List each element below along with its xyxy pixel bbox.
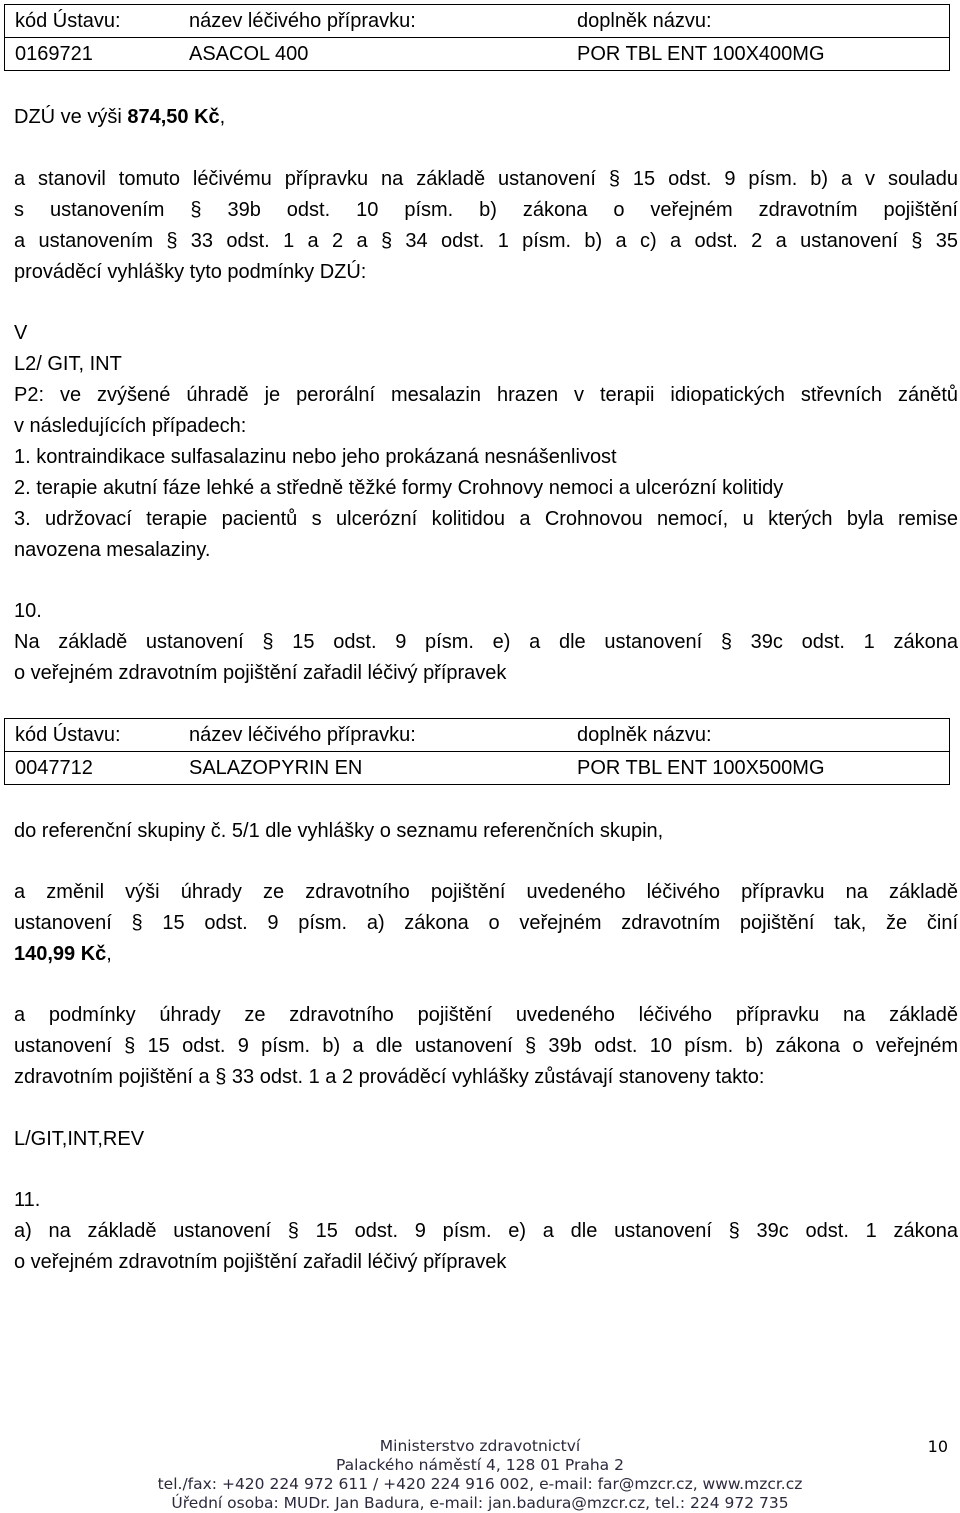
condition-code-line: L/GIT,INT,REV bbox=[14, 1128, 145, 1150]
reference-group-line: do referenční skupiny č. 5/1 dle vyhlášky o seznamu referenčních skupin, bbox=[14, 820, 664, 842]
list-item: 1. kontraindikace sulfasalazinu nebo jeho prokázaná nesnášenlivost bbox=[14, 446, 617, 468]
table-row bbox=[5, 37, 949, 70]
section-10-number: 10. bbox=[14, 600, 42, 622]
cell-code: 0169721 bbox=[15, 43, 93, 65]
footer-contact: tel./fax: +420 224 972 611 / +420 224 916 002, e-mail: far@mzcr.cz, www.mzcr.cz bbox=[157, 1475, 803, 1493]
section-11-line1: a) na základě ustanovení § 15 odst. 9 písm. e) a dle ustanovení § 39c odst. 1 zákona bbox=[14, 1220, 958, 1242]
page-number: 10 bbox=[927, 1437, 948, 1456]
product-table-1 bbox=[4, 4, 950, 71]
header-name: název léčivého přípravku: bbox=[189, 10, 416, 32]
cell-name: ASACOL 400 bbox=[189, 43, 309, 65]
table-header-row bbox=[5, 719, 949, 751]
para1-line3: a ustanovením § 33 odst. 1 a 2 a § 34 odst. 1 písm. b) a c) a odst. 2 a ustanovení § 35 bbox=[14, 230, 958, 252]
cell-code: 0047712 bbox=[15, 757, 93, 779]
header-supplement: doplněk názvu: bbox=[577, 724, 712, 746]
section-10-line1: Na základě ustanovení § 15 odst. 9 písm. e) a dle ustanovení § 39c odst. 1 zákona bbox=[14, 631, 958, 653]
list-item-continuation: navozena mesalaziny. bbox=[14, 539, 211, 561]
para1-line2: s ustanovením § 39b odst. 10 písm. b) zákona o veřejném zdravotním pojištění bbox=[14, 199, 958, 221]
para3-line1: a podmínky úhrady ze zdravotního pojištění uvedeného léčivého přípravku na základě bbox=[14, 1004, 958, 1026]
cell-supplement: POR TBL ENT 100X500MG bbox=[577, 757, 825, 779]
para1-line4: prováděcí vyhlášky tyto podmínky DZÚ: bbox=[14, 261, 367, 283]
header-code: kód Ústavu: bbox=[15, 10, 121, 32]
section-11-number: 11. bbox=[14, 1189, 41, 1211]
para2-amount-line: 140,99 Kč, bbox=[14, 943, 112, 965]
table-header-row bbox=[5, 5, 949, 37]
condition-l2: L2/ GIT, INT bbox=[14, 353, 122, 375]
cell-supplement: POR TBL ENT 100X400MG bbox=[577, 43, 825, 65]
condition-p2-line2: v následujících případech: bbox=[14, 415, 247, 437]
reimbursement-amount: 140,99 Kč bbox=[14, 943, 107, 965]
condition-p2-line1: P2: ve zvýšené úhradě je perorální mesalazin hrazen v terapii idiopatických střevních zánětů bbox=[14, 384, 958, 406]
para2-line1: a změnil výši úhrady ze zdravotního pojištění uvedeného léčivého přípravku na základě bbox=[14, 881, 958, 903]
product-table-2 bbox=[4, 718, 950, 785]
cell-name: SALAZOPYRIN EN bbox=[189, 757, 363, 779]
header-supplement: doplněk názvu: bbox=[577, 10, 712, 32]
footer-address: Palackého náměstí 4, 128 01 Praha 2 bbox=[336, 1456, 624, 1474]
table-row bbox=[5, 751, 949, 784]
list-item: 3. udržovací terapie pacientů s ulcerózní kolitidou a Crohnovou nemocí, u kterých byla remise bbox=[14, 508, 958, 530]
header-code: kód Ústavu: bbox=[15, 724, 121, 746]
header-name: název léčivého přípravku: bbox=[189, 724, 416, 746]
para3-line3: zdravotním pojištění a § 33 odst. 1 a 2 prováděcí vyhlášky zůstávají stanoveny takto: bbox=[14, 1066, 765, 1088]
dzu-amount: 874,50 Kč bbox=[127, 106, 220, 128]
para3-line2: ustanovení § 15 odst. 9 písm. b) a dle ustanovení § 39b odst. 10 písm. b) zákona o veřejném bbox=[14, 1035, 958, 1057]
para2-line2: ustanovení § 15 odst. 9 písm. a) zákona o veřejném zdravotním pojištění tak, že činí bbox=[14, 912, 958, 934]
section-11-line2: o veřejném zdravotním pojištění zařadil léčivý přípravek bbox=[14, 1251, 507, 1273]
dzu-amount-line: DZÚ ve výši 874,50 Kč, bbox=[14, 106, 226, 128]
section-10-line2: o veřejném zdravotním pojištění zařadil léčivý přípravek bbox=[14, 662, 507, 684]
condition-v: V bbox=[14, 322, 28, 344]
footer-ministry: Ministerstvo zdravotnictví bbox=[379, 1437, 581, 1455]
footer-official: Úřední osoba: MUDr. Jan Badura, e-mail: jan.badura@mzcr.cz, tel.: 224 972 735 bbox=[171, 1494, 789, 1512]
para1-line1: a stanovil tomuto léčivému přípravku na základě ustanovení § 15 odst. 9 písm. b) a v souladu bbox=[14, 168, 958, 190]
list-item: 2. terapie akutní fáze lehké a středně těžké formy Crohnovy nemoci a ulcerózní kolitidy bbox=[14, 477, 784, 499]
